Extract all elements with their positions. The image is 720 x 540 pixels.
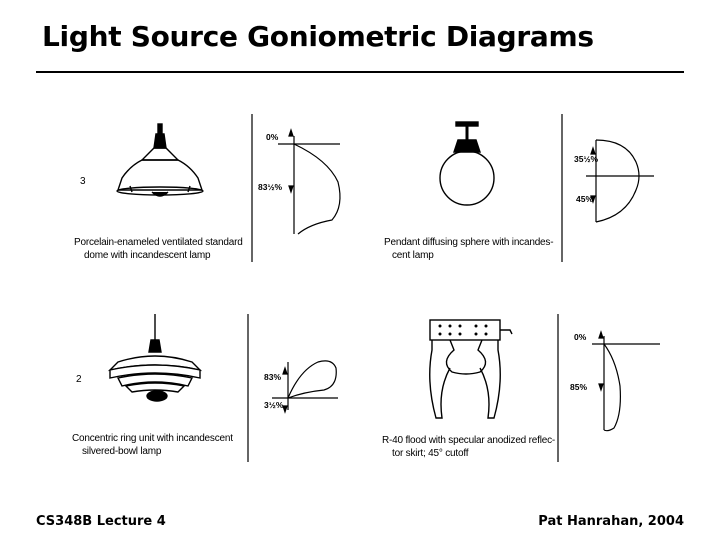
down-light-percent: 85% [570,382,588,392]
up-light-percent: 83% [264,372,282,382]
title-underline [36,71,684,73]
up-light-percent: 0% [574,332,587,342]
panel-number: 3 [80,176,86,187]
down-light-percent: 83½% [258,182,283,192]
panel-dome-lamp [60,110,350,270]
ring-candlepower-plot [248,314,338,462]
panel-pendant-sphere [380,110,680,270]
panel-caption: Pendant diffusing sphere with incandes- cent lamp [384,237,554,261]
panel-r40-flood [380,310,680,470]
up-light-percent: 35½% [574,154,599,164]
r40-flood-icon [430,320,512,418]
panel-number: 2 [76,374,82,385]
down-light-percent: 3½% [264,400,284,410]
panel-concentric-ring [60,310,350,470]
dome-lamp-icon [117,124,203,196]
pendant-sphere-icon [440,122,494,205]
panel-caption: R-40 flood with specular anodized reflec- tor skirt; 45° cutoff [382,435,556,459]
up-light-percent: 0% [266,132,279,142]
concentric-ring-icon [110,314,200,401]
down-light-percent: 45% [576,194,594,204]
slide-title: Light Source Goniometric Diagrams [42,20,594,53]
panel-caption: Concentric ring unit with incandescent silvered-bowl lamp [72,433,233,457]
sphere-candlepower-plot [562,114,654,262]
footer-author: Pat Hanrahan, 2004 [538,514,684,529]
panel-caption: Porcelain-enameled ventilated standard dome with incandescent lamp [74,237,243,261]
footer-course: CS348B Lecture 4 [36,514,166,529]
